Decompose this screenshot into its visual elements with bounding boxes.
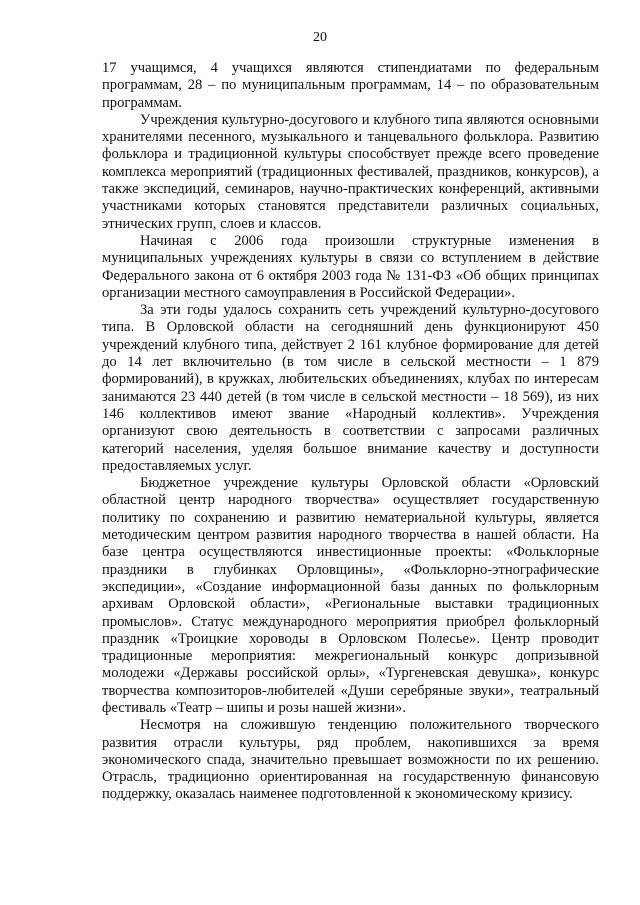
paragraph-problems: Несмотря на сложившую тенденцию положительного творческого развития отрасли культуры, ряд проблем, накопившихся за время экономического спада, значительно превышает возможности по их решению. Отрасль, традиционно ориентированная на государственную финансовую поддержку, оказалась наименее подготовленной к экономическому кризису.: [102, 717, 599, 803]
paragraph-club-network: За эти годы удалось сохранить сеть учреждений культурно-досугового типа. В Орловской области на сегодняшний день функционируют 450 учреждений клубного типа, действует 2 161 клубное формирование для детей до 14 лет включительно (в том числе в сельской местности – 1 879 формирований), в кружках, любительских объединениях, клубах по интересам занимаются 23 440 детей (в том числе в сельской местности – 18 569), из них 146 коллективов имеют звание «Народный коллектив». Учреждения организуют свою деятельность в соответствии с запросами различных категорий населения, уделяя большое внимание качеству и доступности предоставляемых услуг.: [102, 302, 599, 474]
paragraph-folklore-institutions: Учреждения культурно-досугового и клубного типа являются основными хранителями песенного, музыкального и танцевального фольклора. Развитию фольклора и традиционной культуры способствует прежде всего проведение комплекса мероприятий (традиционных фестивалей, праздников, конкурсов), а также экспедиций, семинаров, научно-практических конференций, активными участниками которых становятся представители различных социальных, этнических групп, слоев и классов.: [102, 111, 599, 232]
document-body: [102, 60, 599, 804]
paragraph-student-programs: 17 учащимся, 4 учащихся являются стипендиатами по федеральным программам, 28 – по муниципальным программам, 14 – по образовательным программам.: [102, 60, 599, 111]
paragraph-folk-art-center: Бюджетное учреждение культуры Орловской области «Орловский областной центр народного творчества» осуществляет государственную политику по сохранению и развитию нематериальной культуры, является методическим центром развития народного творчества в нашей области. На базе центра осуществляются инвестиционные проекты: «Фольклорные праздники в глубинках Орловщины», «Фольклорно-этнографические экспедиции», «Создание информационной базы данных по фольклорным архивам Орловской области», «Региональные выставки традиционных промыслов». Статус международного мероприятия приобрел фольклорный праздник «Троицкие хороводы в Орловском Полесье». Центр проводит традиционные мероприятия: межрегиональный конкурс допризывной молодежи «Державы российской орлы», «Тургеневская девушка», конкурс творчества композиторов-любителей «Души серебряные звуки», театральный фестиваль «Театр – шипы и розы нашей жизни».: [102, 475, 599, 716]
paragraph-structural-changes: Начиная с 2006 года произошли структурные изменения в муниципальных учреждениях культуры в связи со вступлением в действие Федерального закона от 6 октября 2003 года № 131-ФЗ «Об общих принципах организации местного самоуправления в Российской Федерации».: [102, 232, 599, 301]
page-number: 20: [313, 30, 327, 45]
